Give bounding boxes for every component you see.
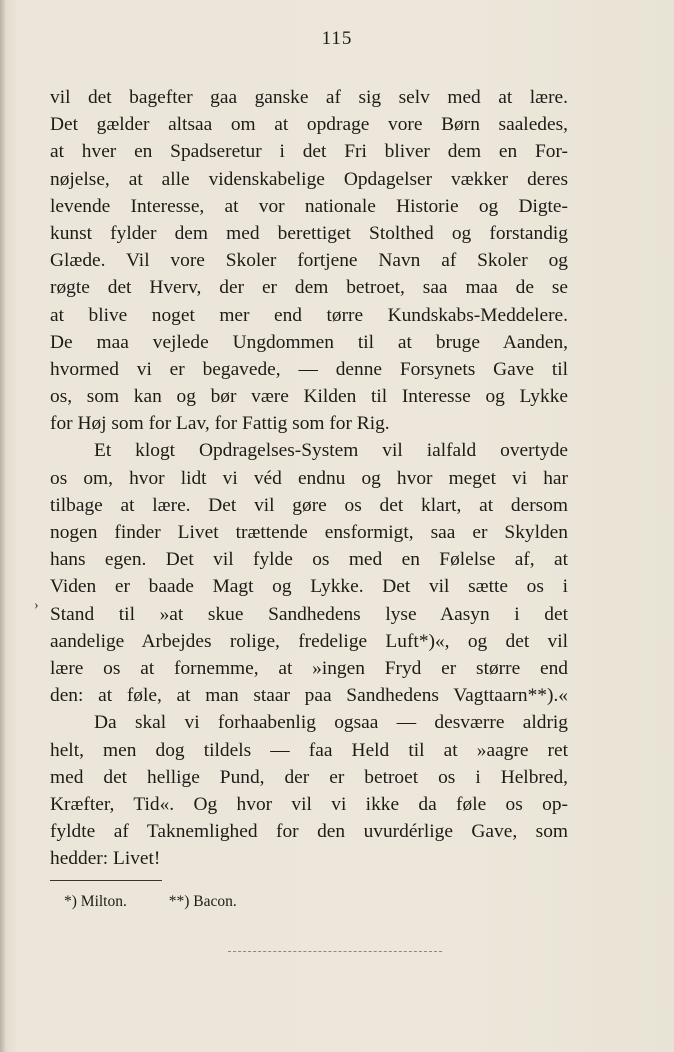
margin-mark: › bbox=[34, 598, 39, 613]
text-line: at blive noget mer end tørre Kundskabs-Meddelere. bbox=[50, 304, 568, 326]
text-line: Glæde. Vil vore Skoler fortjene Navn af Skoler og bbox=[50, 250, 568, 272]
text-line: helt, men dog tildels — faa Held til at »aagre ret bbox=[50, 739, 568, 761]
footnotes bbox=[64, 892, 237, 912]
text-line: Viden er baade Magt og Lykke. Det vil sætte os i bbox=[50, 576, 568, 598]
text-line: for Høj som for Lav, for Fattig som for Rig. bbox=[50, 413, 390, 435]
text-line: os, som kan og bør være Kilden til Interesse og Lykke bbox=[50, 386, 568, 408]
text-line: med det hellige Pund, der er betroet os i Helbred, bbox=[50, 766, 568, 788]
footnote-divider bbox=[50, 880, 162, 881]
text-line: nøjelse, at alle videnskabelige Opdagelser vækker deres bbox=[50, 168, 568, 190]
page-number: 115 bbox=[321, 28, 353, 49]
text-line: os om, hvor lidt vi véd endnu og hvor meget vi har bbox=[50, 467, 568, 489]
text-line: røgte det Hverv, der er dem betroet, saa maa de se bbox=[50, 277, 568, 299]
body-text bbox=[50, 84, 568, 872]
text-line: nogen finder Livet trættende ensformigt, saa er Skylden bbox=[50, 522, 568, 543]
text-line: Et klogt Opdragelses-System vil ialfald overtyde bbox=[94, 440, 568, 462]
text-line: Kræfter, Tid«. Og hvor vil vi ikke da føle os op- bbox=[50, 793, 568, 815]
text-line: De maa vejlede Ungdommen til at bruge Aanden, bbox=[50, 331, 568, 353]
footnote-milton: *) Milton. bbox=[64, 893, 127, 910]
text-line: Det gælder altsaa om at opdrage vore Børn saaledes, bbox=[50, 114, 568, 136]
spine-shadow bbox=[0, 0, 6, 1052]
text-line: vil det bagefter gaa ganske af sig selv med at lære. bbox=[50, 87, 568, 108]
text-line: aandelige Arbejdes rolige, fredelige Luft*)«, og det vil bbox=[50, 630, 568, 652]
text-line: Stand til »at skue Sandhedens lyse Aasyn i det bbox=[50, 603, 568, 625]
text-line: levende Interesse, at vor nationale Historie og Digte- bbox=[50, 195, 568, 217]
text-line: fyldte af Taknemlighed for den uvurdérlige Gave, som bbox=[50, 821, 568, 843]
text-line: kunst fylder dem med berettiget Stolthed og forstandig bbox=[50, 222, 568, 244]
text-line: Da skal vi forhaabenlig ogsaa — desværre aldrig bbox=[94, 712, 568, 734]
text-line: tilbage at lære. Det vil gøre os det klart, at dersom bbox=[50, 494, 568, 516]
text-line: at hver en Spadseretur i det Fri bliver dem en For- bbox=[50, 141, 568, 163]
text-line: hans egen. Det vil fylde os med en Følelse af, at bbox=[50, 549, 568, 571]
text-line: hvormed vi er begavede, — denne Forsynets Gave til bbox=[50, 358, 568, 380]
bottom-rule bbox=[228, 951, 442, 953]
text-line: den: at føle, at man staar paa Sandhedens Vagttaarn**).« bbox=[50, 685, 568, 707]
text-line: lære os at fornemme, at »ingen Fryd er større end bbox=[50, 657, 568, 679]
footnote-bacon: **) Bacon. bbox=[168, 893, 237, 910]
text-line: hedder: Livet! bbox=[50, 848, 161, 870]
